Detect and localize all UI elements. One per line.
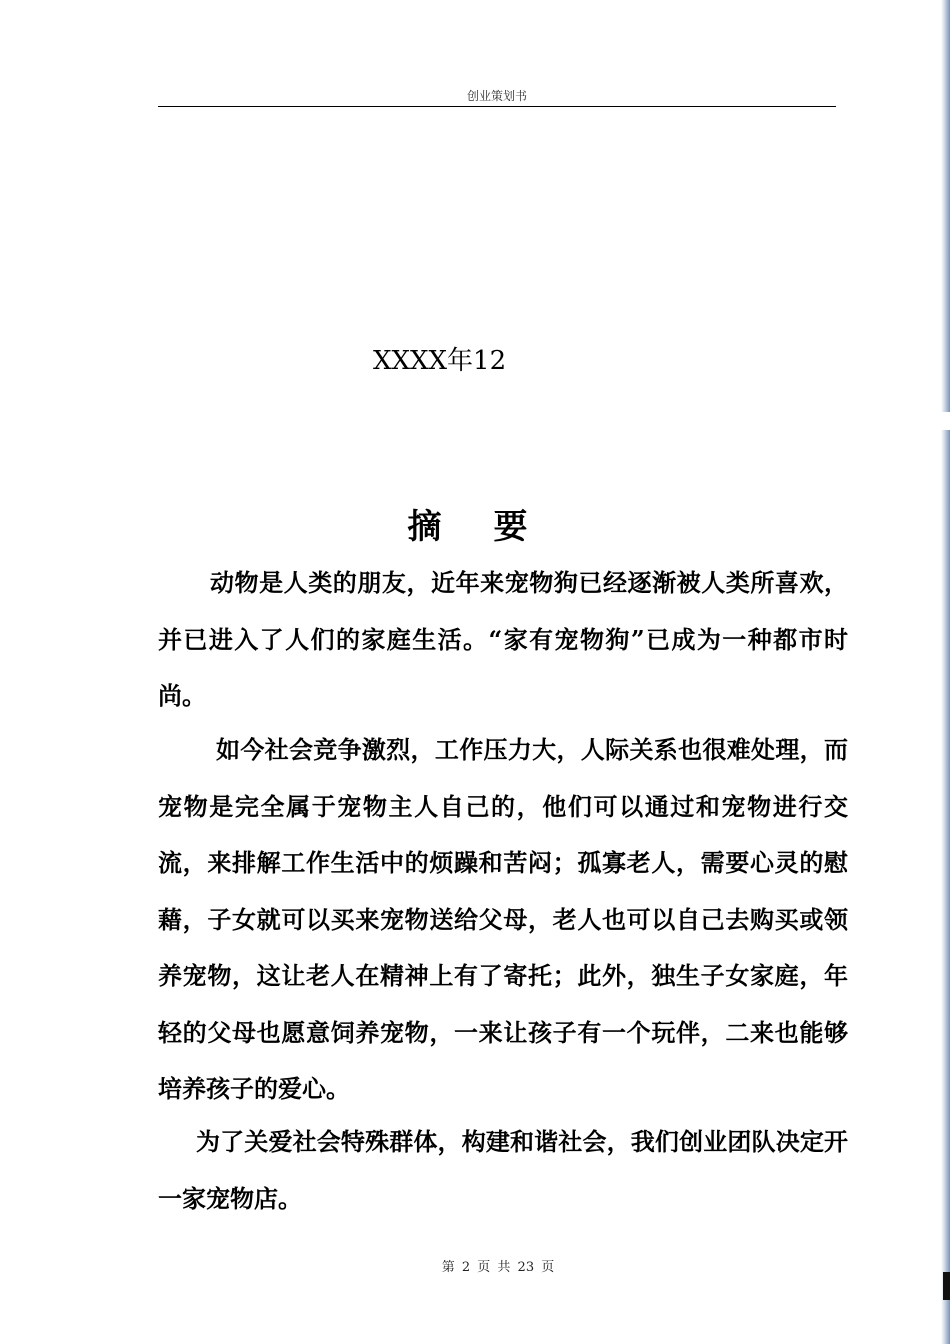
abstract-title: 摘要: [407, 507, 580, 547]
page-header: 创业策划书: [158, 86, 836, 107]
abstract-paragraph-2: 如今社会竞争激烈，工作压力大，人际关系也很难处理，而宠物是完全属于宠物主人自己的，他们可以通过和宠物进行交流，来排解工作生活中的烦躁和苦闷；孤寡老人，需要心灵的慰藉，子女就可以买来宠物送给父母，老人也可以自己去购买或领养宠物，这让老人在精神上有了寄托；此外，独生子女家庭，年轻的父母也愿意饲养宠物，一来让孩子有一个玩伴，二来也能够培养孩子的爱心。: [158, 735, 848, 1103]
abstract-paragraph-1: 动物是人类的朋友，近年来宠物狗已经逐渐被人类所喜欢，并已进入了人们的家庭生活。“家有宠物狗”已成为一种都市时尚。: [158, 568, 848, 710]
window-edge-bottom: [941, 430, 950, 1344]
scroll-marker: [943, 1272, 950, 1300]
cover-date: XXXX年12: [373, 346, 507, 376]
window-edge-top: [941, 0, 950, 412]
abstract-paragraph-3: 为了关爱社会特殊群体，构建和谐社会，我们创业团队决定开一家宠物店。: [158, 1127, 848, 1213]
page-footer: 第 2 页 共 23 页: [441, 1260, 555, 1275]
